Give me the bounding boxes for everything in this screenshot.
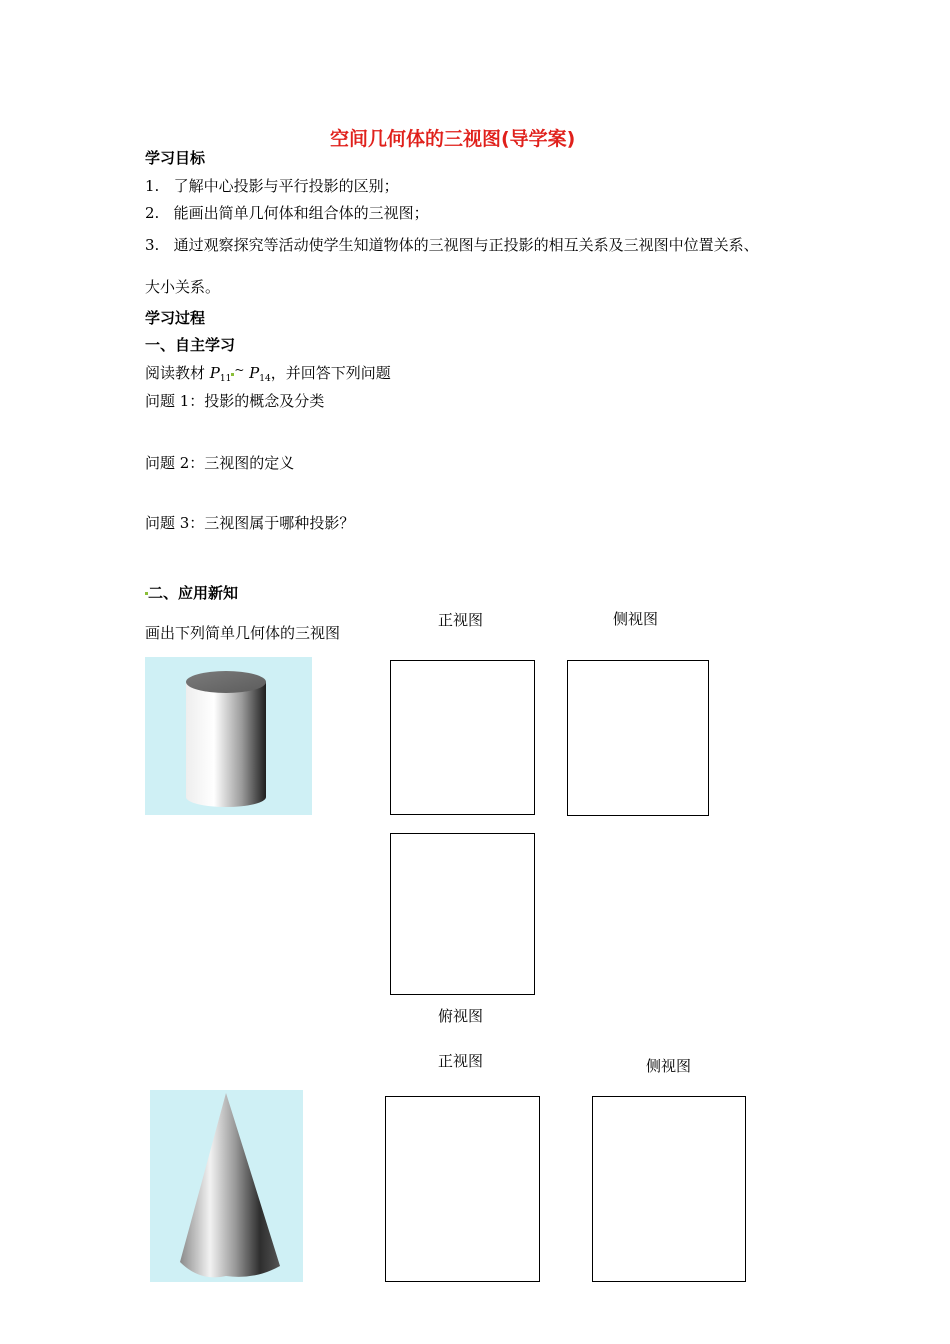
goal-item-3-continued: 大小关系。	[145, 278, 221, 296]
goal-number: 2.	[145, 204, 160, 222]
section2-heading: 二、应用新知	[145, 582, 238, 603]
cone-image	[150, 1090, 303, 1282]
tilde: ~	[234, 363, 245, 377]
goal-number: 3.	[145, 236, 160, 254]
page-ref-start-number: 11	[219, 374, 232, 384]
question-1: 问题 1：投影的概念及分类	[145, 392, 325, 410]
reading-line	[145, 362, 391, 384]
cone-front-view-label: 正视图	[438, 1052, 484, 1070]
page-ref-end: P	[249, 364, 260, 382]
reading-prefix: 阅读教材	[145, 364, 210, 382]
goal-text: 通过观察探究等活动使学生知道物体的三视图与正投影的相互关系及三视图中位置关系、	[173, 236, 759, 254]
cylinder-front-view-label: 正视图	[438, 611, 484, 629]
cylinder-top-view-box	[390, 833, 535, 995]
cylinder-side-view-label: 侧视图	[613, 610, 659, 628]
cone-side-view-label: 侧视图	[646, 1057, 692, 1075]
goal-number: 1.	[145, 177, 160, 195]
cylinder-image	[145, 657, 312, 815]
goal-text: 能画出简单几何体和组合体的三视图；	[173, 204, 429, 222]
page-ref-start: P	[209, 364, 220, 382]
goal-item-3	[145, 234, 759, 255]
section2-instruction: 画出下列简单几何体的三视图	[145, 624, 341, 642]
cone-side-view-box	[592, 1096, 746, 1282]
page-title: 空间几何体的三视图(导学案)	[330, 128, 576, 150]
reading-suffix: ，并回答下列问题	[270, 364, 391, 382]
page-ref-end-number: 14	[259, 374, 271, 384]
section1-heading: 一、自主学习	[145, 336, 236, 354]
goal-item-2	[145, 202, 429, 223]
question-3: 问题 3：三视图属于哪种投影？	[145, 514, 355, 532]
process-heading: 学习过程	[145, 309, 206, 327]
cylinder-side-view-box	[567, 660, 709, 816]
question-2: 问题 2：三视图的定义	[145, 454, 295, 472]
cylinder-top-view-label: 俯视图	[438, 1007, 484, 1025]
cone-front-view-box	[385, 1096, 540, 1282]
cylinder-front-view-box	[390, 660, 535, 815]
goals-heading: 学习目标	[145, 149, 206, 167]
goal-item-1	[145, 175, 399, 196]
goal-text: 了解中心投影与平行投影的区别；	[173, 177, 399, 195]
